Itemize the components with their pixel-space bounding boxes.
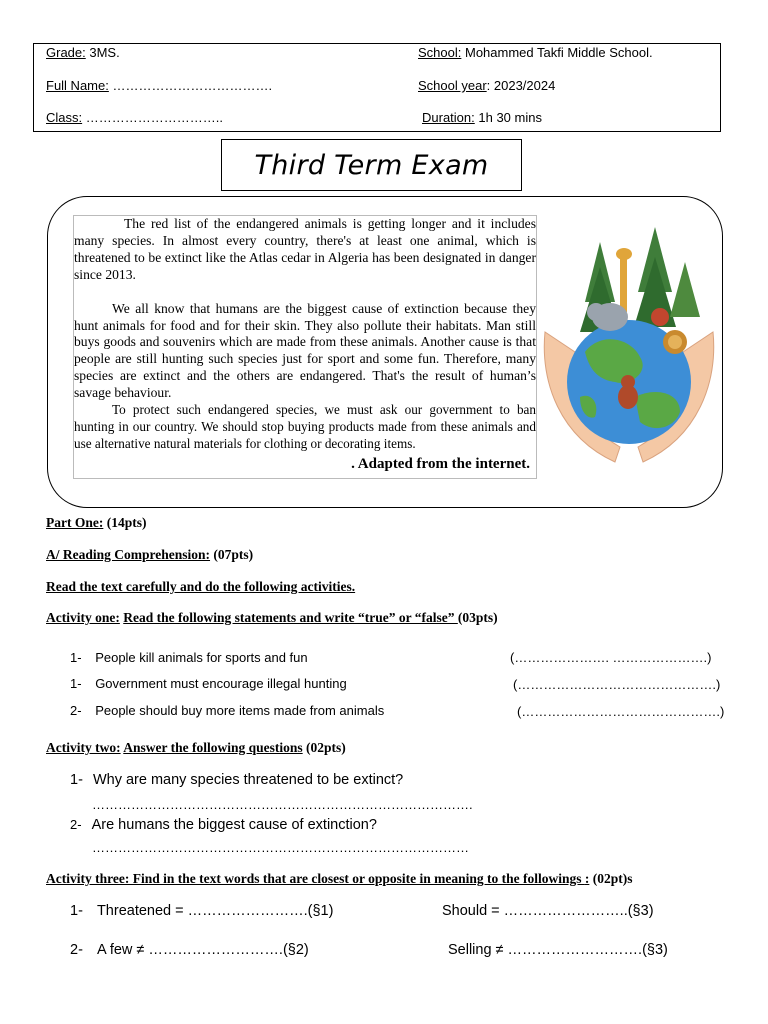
- question-number: 2-: [70, 817, 82, 832]
- item-number: 1-: [70, 650, 82, 665]
- school-year-field: [418, 78, 555, 93]
- item-text: People should buy more items made from animals: [95, 703, 385, 718]
- full-name-field[interactable]: [46, 78, 272, 93]
- activity-one-instruction: Read the following statements and write “true” or “false”: [123, 610, 458, 625]
- school-field: [418, 45, 653, 60]
- passage-paragraph-2: We all know that humans are the biggest cause of extinction because they hunt animals for food and for their skin. They also pollute their habitats. Man still buys goods and souvenirs which are made from these animals. Another cause is that people are still hunting such species just for sport and some fun. Therefore, many species are extinct and the others are endangered. That's the result of human’s savage behaviour.: [74, 300, 536, 401]
- true-false-item: [70, 650, 308, 665]
- answer-blank[interactable]: (……………………………………….): [513, 677, 721, 692]
- activity-two-instruction: Answer the following questions: [123, 740, 303, 755]
- part-one-heading: [46, 515, 146, 531]
- activity-three-points: (02pt)s: [589, 871, 633, 886]
- item-text: Government must encourage illegal hunting: [95, 676, 347, 691]
- grade-field: [46, 45, 120, 60]
- name-label: Full Name:: [46, 78, 109, 93]
- activity-two-label: Activity two:: [46, 740, 121, 755]
- year-label: School year: [418, 78, 487, 93]
- passage-paragraph-1: The red list of the endangered animals is getting longer and it includes many species. In almost every country, there's at least one animal, which is threatened to be extinct like the Atlas cedar in Algeria has been designated in danger since 2013.: [74, 216, 536, 282]
- question-text: Why are many species threatened to be extinct?: [92, 772, 404, 788]
- item-number: 2-: [70, 703, 82, 718]
- activity-one-points: (03pts): [457, 610, 498, 625]
- answer-blank[interactable]: (……………………………………….): [517, 704, 725, 719]
- school-label: School:: [418, 45, 462, 60]
- grade-label: Grade:: [46, 45, 86, 60]
- activity-two-heading: [46, 740, 346, 756]
- section-a-label: A/ Reading Comprehension:: [46, 547, 211, 562]
- vocab-number: 2-: [70, 942, 83, 958]
- passage-paragraph-3: To protect such endangered species, we must ask our government to ban hunting in our country. We should stop buying products made from these animals and use alternative natural materials for clothing or decorating items.: [74, 402, 536, 451]
- true-false-item: [70, 703, 384, 718]
- class-label: Class:: [46, 110, 83, 125]
- item-text: People kill animals for sports and fun: [95, 650, 308, 665]
- class-field[interactable]: [46, 110, 223, 125]
- vocab-number: 1-: [70, 903, 83, 919]
- earth-in-hands-icon: [540, 222, 718, 472]
- question-number: 1-: [70, 772, 83, 788]
- year-value: : 2023/2024: [486, 78, 556, 93]
- question-item: [70, 817, 377, 833]
- section-a-heading: [46, 547, 253, 563]
- part-one-label: Part One:: [46, 515, 104, 530]
- activity-one-label: Activity one:: [46, 610, 120, 625]
- vocab-item[interactable]: Selling ≠ ……………………….(§3): [448, 942, 668, 958]
- item-number: 1-: [70, 676, 82, 691]
- question-item: [70, 772, 403, 788]
- duration-label: Duration:: [422, 110, 475, 125]
- vocab-item[interactable]: A few ≠ ……………………….(§2): [96, 942, 309, 958]
- duration-value: 1h 30 mins: [478, 110, 542, 125]
- part-one-points: (14pts): [103, 515, 147, 530]
- activity-two-points: (02pts): [302, 740, 346, 755]
- vocab-item[interactable]: Should = ……………………..(§3): [442, 903, 654, 919]
- name-value: ……………………………….: [112, 78, 273, 93]
- vocab-row: [70, 942, 309, 958]
- activity-three-heading: [46, 871, 632, 887]
- activity-one-heading: [46, 610, 498, 626]
- activity-three-colon: :: [584, 871, 590, 886]
- answer-line[interactable]: ……………………………………………………………………………: [92, 840, 469, 855]
- true-false-item: [70, 676, 347, 691]
- question-text: Are humans the biggest cause of extinction?: [91, 817, 377, 833]
- duration-field: [422, 110, 542, 125]
- answer-line[interactable]: …………………………………………………………………………….: [92, 797, 473, 812]
- activity-three-label: Activity three: Find in the text words that are closest or opposite in meaning to the followings: [46, 871, 585, 886]
- grade-value: 3MS.: [89, 45, 120, 60]
- passage-source: . Adapted from the internet.: [351, 455, 530, 472]
- school-value: Mohammed Takfi Middle School.: [465, 45, 653, 60]
- vocab-row: [70, 903, 333, 919]
- reading-passage: [73, 215, 537, 479]
- reading-instruction: Read the text carefully and do the following activities.: [46, 579, 356, 594]
- section-a-points: (07pts): [210, 547, 254, 562]
- exam-title: Third Term Exam: [254, 149, 489, 181]
- answer-blank[interactable]: (…………………. ………………….): [510, 650, 712, 665]
- exam-title-box: [221, 139, 522, 191]
- vocab-item[interactable]: Threatened = …………………….(§1): [96, 903, 334, 919]
- class-value: …………………………..: [85, 110, 223, 125]
